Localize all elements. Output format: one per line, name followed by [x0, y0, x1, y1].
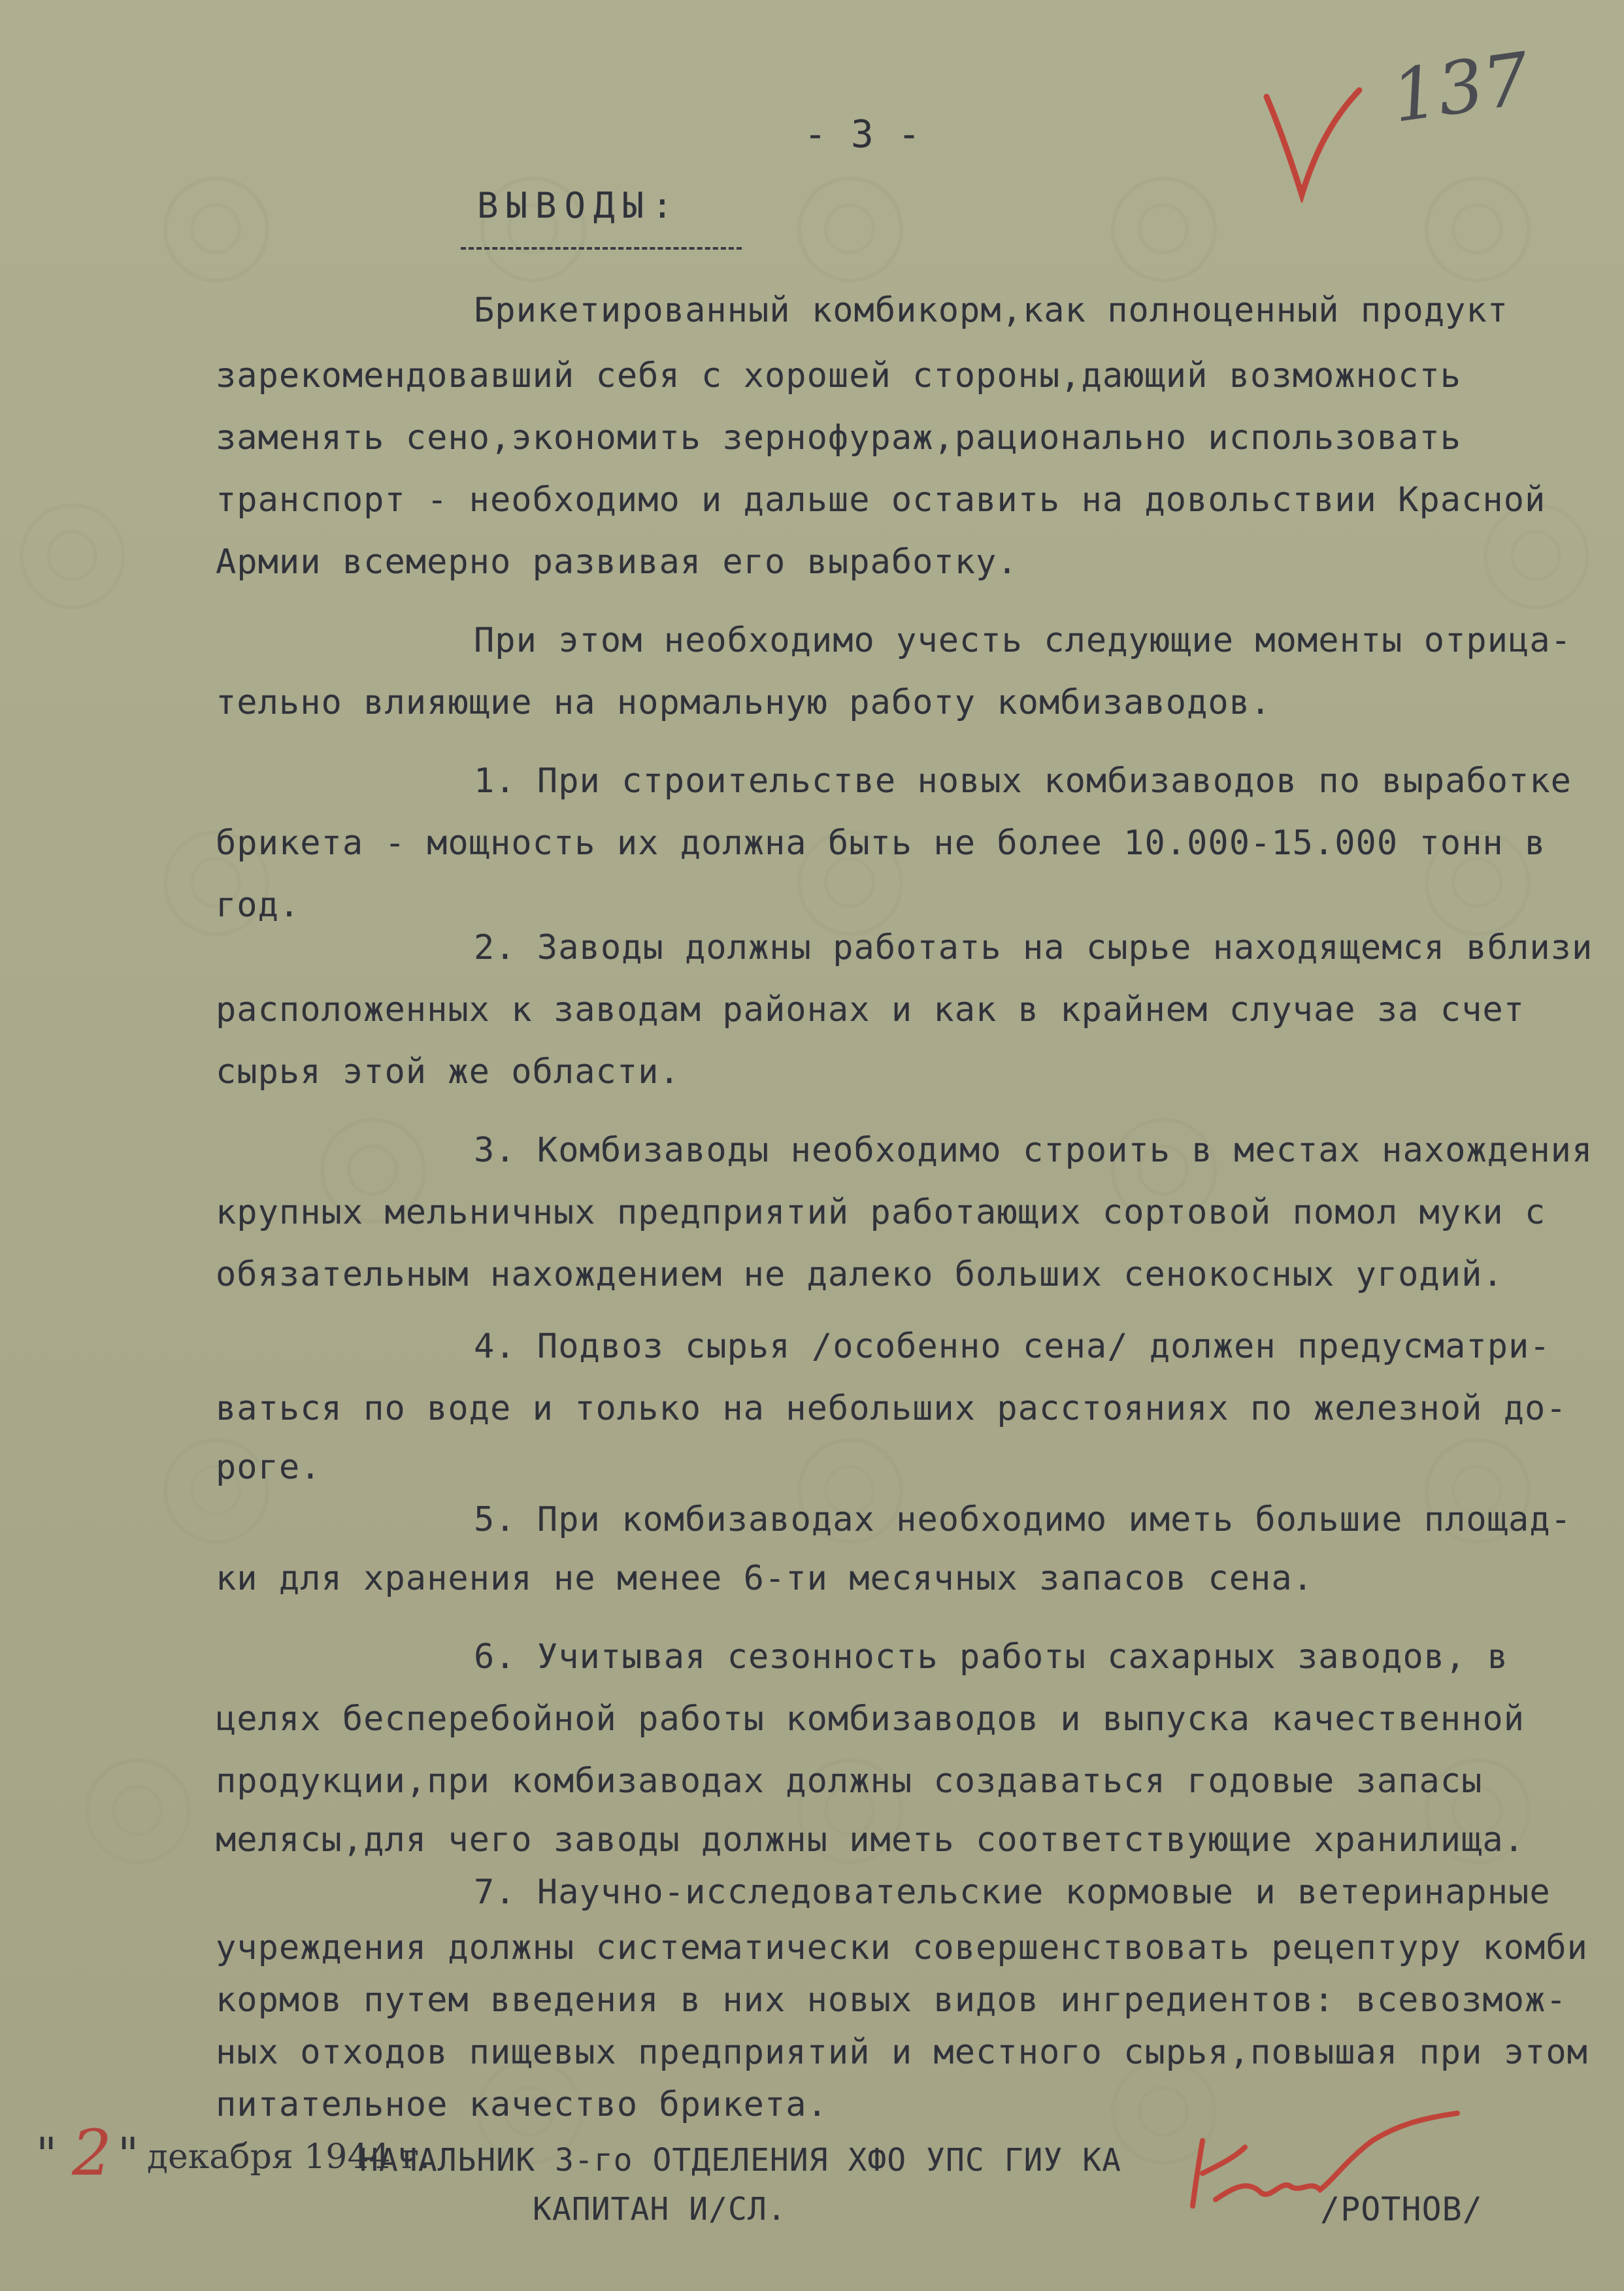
date-close-quote: " [118, 2128, 139, 2181]
text-line: питательное качество брикета. [216, 2085, 828, 2124]
text-line: кормов путем введения в них новых видов ингредиентов: всевозмож- [216, 1981, 1567, 2020]
text-line: 2. Заводы должны работать на сырье находящемся вблизи [474, 928, 1593, 967]
text-line: 1. При строительстве новых комбизаводов по выработке [474, 761, 1572, 801]
date-day: 2 [72, 2116, 112, 2190]
text-line: ваться по воде и только на небольших расстояниях по железной до- [216, 1389, 1567, 1428]
text-line: 5. При комбизаводах необходимо иметь большие площад- [474, 1500, 1572, 1539]
signatory-name: /РОТНОВ/ [1320, 2190, 1483, 2228]
text-line: целях бесперебойной работы комбизаводов и выпуска качественной [216, 1699, 1525, 1739]
watermark-emblem [797, 176, 903, 282]
text-line: транспорт - необходимо и дальше оставить на довольствии Красной [216, 480, 1546, 520]
text-line: сырья этой же области. [216, 1052, 680, 1092]
watermark-emblem [163, 176, 269, 282]
red-check-mark-icon [1261, 85, 1366, 203]
watermark-emblem [1425, 176, 1531, 282]
page-number: - 3 - [804, 112, 921, 156]
text-line: расположенных к заводам районах и как в крайнем случае за счет [216, 990, 1525, 1029]
watermark-emblem [20, 503, 125, 609]
date-month-year: декабря 1944 г. [147, 2137, 430, 2177]
text-line: брикета - мощность их должна быть не более 10.000-15.000 тонн в [216, 824, 1546, 863]
text-line: мелясы,для чего заводы должны иметь соответствующие хранилища. [216, 1820, 1525, 1860]
text-line: Брикетированный комбикорм,как полноценный продукт [474, 291, 1509, 330]
signatory-rank: КАПИТАН И/СЛ. [533, 2191, 787, 2228]
title-underline [461, 247, 742, 250]
text-line: 4. Подвоз сырья /особенно сена/ должен предусматри- [474, 1327, 1551, 1366]
text-line: обязательным нахождением не далеко больших сенокосных угодий. [216, 1255, 1504, 1294]
text-line: год. [216, 886, 301, 925]
signatory-position: НАЧАЛЬНИК 3-го ОТДЕЛЕНИЯ ХФО УПС ГИУ КА [359, 2142, 1122, 2179]
watermark-emblem [85, 1758, 191, 1864]
section-title: ВЫВОДЫ: [477, 185, 681, 226]
text-line: При этом необходимо учесть следующие моменты отрица- [474, 621, 1572, 660]
date-open-quote: " [36, 2128, 58, 2181]
text-line: роге. [216, 1448, 322, 1487]
text-line: крупных мельничных предприятий работающих сортовой помол муки с [216, 1193, 1546, 1232]
watermark-emblem [1111, 176, 1217, 282]
text-line: тельно влияющие на нормальную работу комбизаводов. [216, 683, 1272, 722]
text-line: продукции,при комбизаводах должны создаваться годовые запасы [216, 1762, 1483, 1801]
folio-number: 137 [1387, 37, 1534, 139]
handwritten-signature-icon [1176, 2101, 1470, 2232]
text-line: 7. Научно-исследовательские кормовые и ветеринарные [474, 1873, 1551, 1912]
text-line: Армии всемерно развивая его выработку. [216, 543, 1018, 582]
text-line: зарекомендовавший себя с хорошей стороны,дающий возможность [216, 356, 1462, 395]
text-line: 6. Учитывая сезонность работы сахарных заводов, в [474, 1637, 1509, 1677]
text-line: заменять сено,экономить зернофураж,рационально использовать [216, 418, 1462, 458]
text-line: 3. Комбизаводы необходимо строить в местах нахождения [474, 1131, 1593, 1170]
text-line: учреждения должны систематически совершенствовать рецептуру комби [216, 1928, 1588, 1967]
text-line: ных отходов пищевых предприятий и местного сырья,повышая при этом [216, 2033, 1588, 2072]
text-line: ки для хранения не менее 6-ти месячных запасов сена. [216, 1559, 1314, 1598]
